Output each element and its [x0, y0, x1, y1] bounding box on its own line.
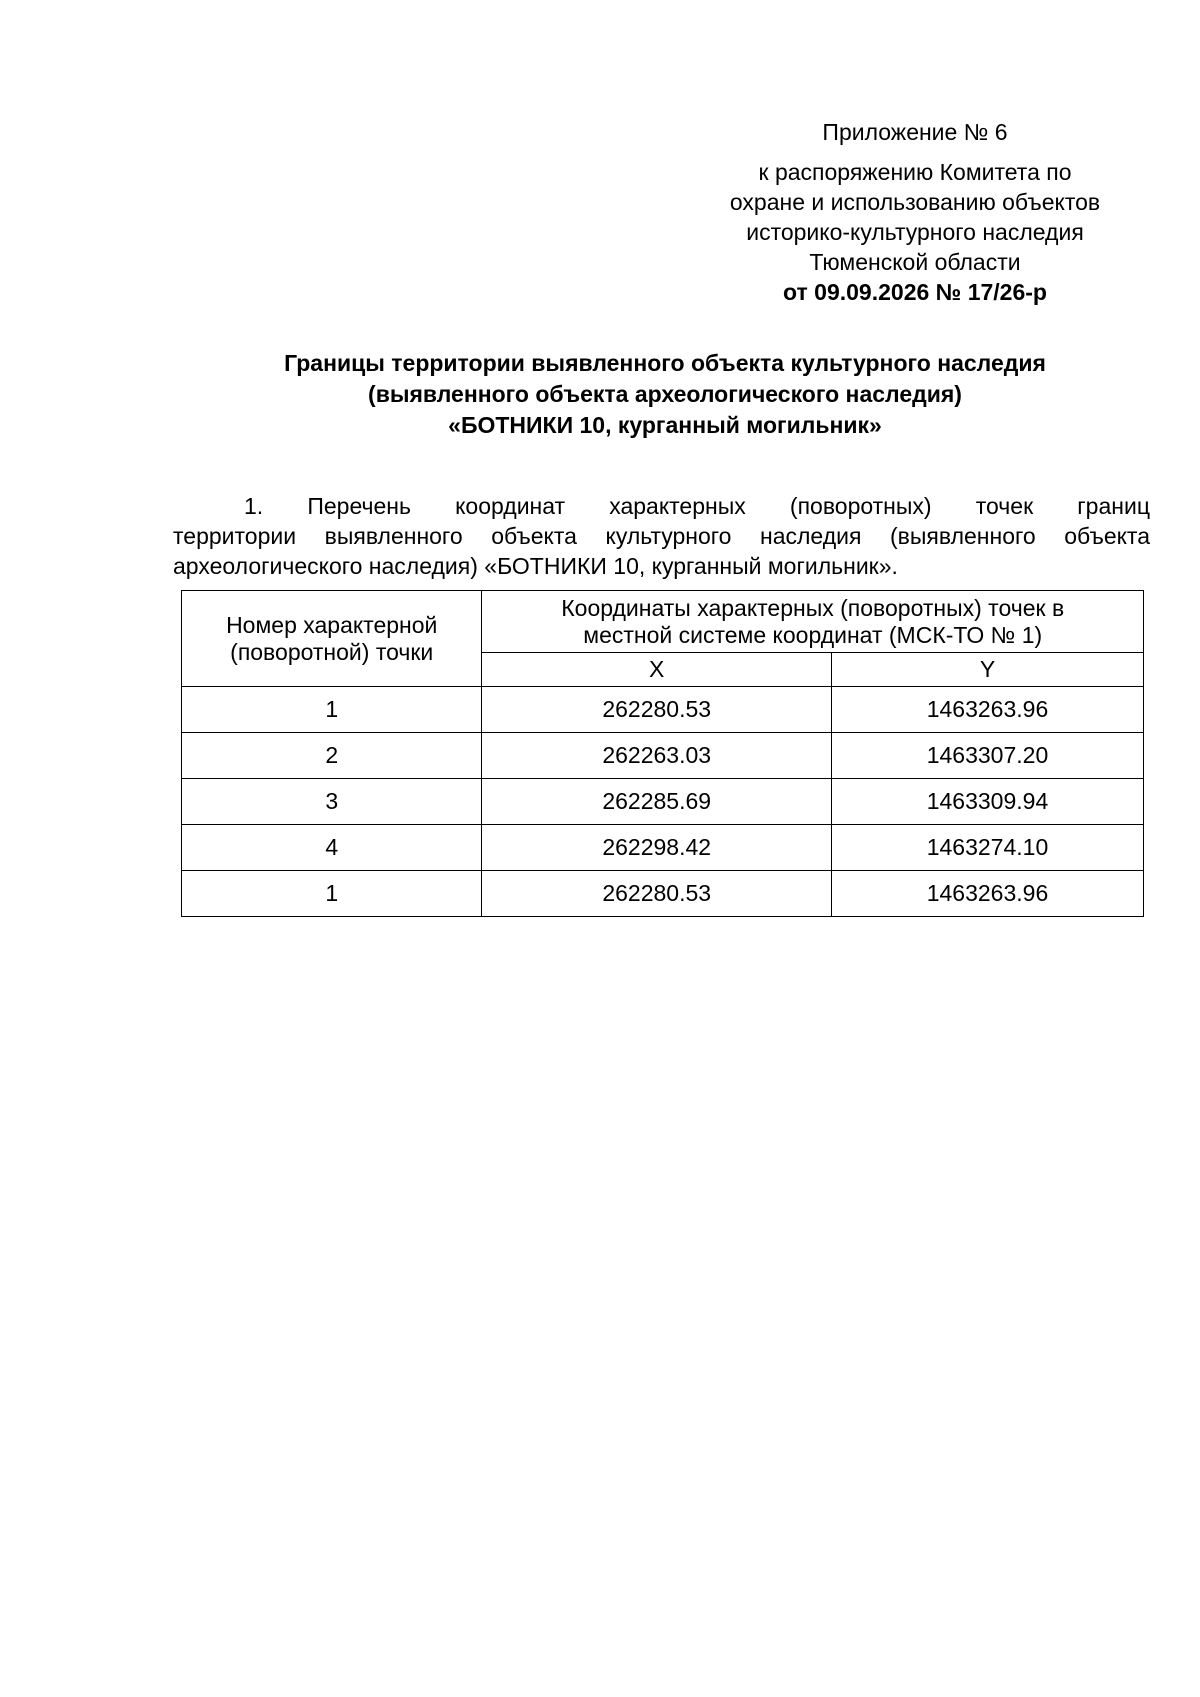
header-x: X [482, 653, 832, 687]
heading-line: Границы территории выявленного объекта культурного наследия [284, 350, 1046, 376]
table-row [182, 825, 1144, 871]
header-coordinates [482, 591, 1144, 653]
cell-y: 1463309.94 [831, 779, 1143, 825]
order-reference: от 09.09.2026 № 17/26-р [783, 279, 1047, 305]
cell-x: 262280.53 [482, 687, 832, 733]
cell-point: 3 [182, 779, 482, 825]
cell-point: 4 [182, 825, 482, 871]
paragraph-line: 1. Перечень координат характерных (поворотных) точек границ [244, 493, 1150, 519]
appendix-title: Приложение № 6 [822, 119, 1008, 145]
document-heading [120, 348, 1200, 441]
appendix-line: к распоряжению Комитета по [758, 159, 1072, 185]
header-y: Y [831, 653, 1143, 687]
header-text: (поворотной) точки [230, 638, 434, 665]
heading-line: (выявленного объекта археологического наследия) [368, 381, 962, 407]
intro-paragraph [173, 491, 1150, 581]
heading-line: «БОТНИКИ 10, курганный могильник» [448, 412, 882, 438]
cell-point: 1 [182, 687, 482, 733]
table-header-row [182, 591, 1144, 653]
appendix-block [700, 157, 1130, 307]
cell-x: 262280.53 [482, 871, 832, 917]
header-text: Номер характерной [226, 611, 438, 638]
cell-y: 1463263.96 [831, 871, 1143, 917]
paragraph-line: территории выявленного объекта культурного наследия (выявленного объекта [173, 523, 1150, 549]
appendix-line: охране и использованию объектов [729, 189, 1101, 215]
cell-x: 262285.69 [482, 779, 832, 825]
cell-y: 1463263.96 [831, 687, 1143, 733]
header-text: Координаты характерных (поворотных) точек в [561, 594, 1065, 621]
header-point-number [182, 591, 482, 687]
cell-x: 262298.42 [482, 825, 832, 871]
appendix-line: историко-культурного наследия [746, 219, 1084, 245]
appendix-line: Тюменской области [809, 249, 1021, 275]
coordinates-table [181, 590, 1144, 917]
paragraph-line: археологического наследия) «БОТНИКИ 10, курганный могильник». [173, 553, 898, 579]
table-row [182, 733, 1144, 779]
table-row [182, 871, 1144, 917]
cell-y: 1463274.10 [831, 825, 1143, 871]
table-row [182, 779, 1144, 825]
table-row [182, 687, 1144, 733]
cell-x: 262263.03 [482, 733, 832, 779]
cell-point: 1 [182, 871, 482, 917]
cell-y: 1463307.20 [831, 733, 1143, 779]
cell-point: 2 [182, 733, 482, 779]
header-text: местной системе координат (МСК-ТО № 1) [583, 621, 1043, 648]
